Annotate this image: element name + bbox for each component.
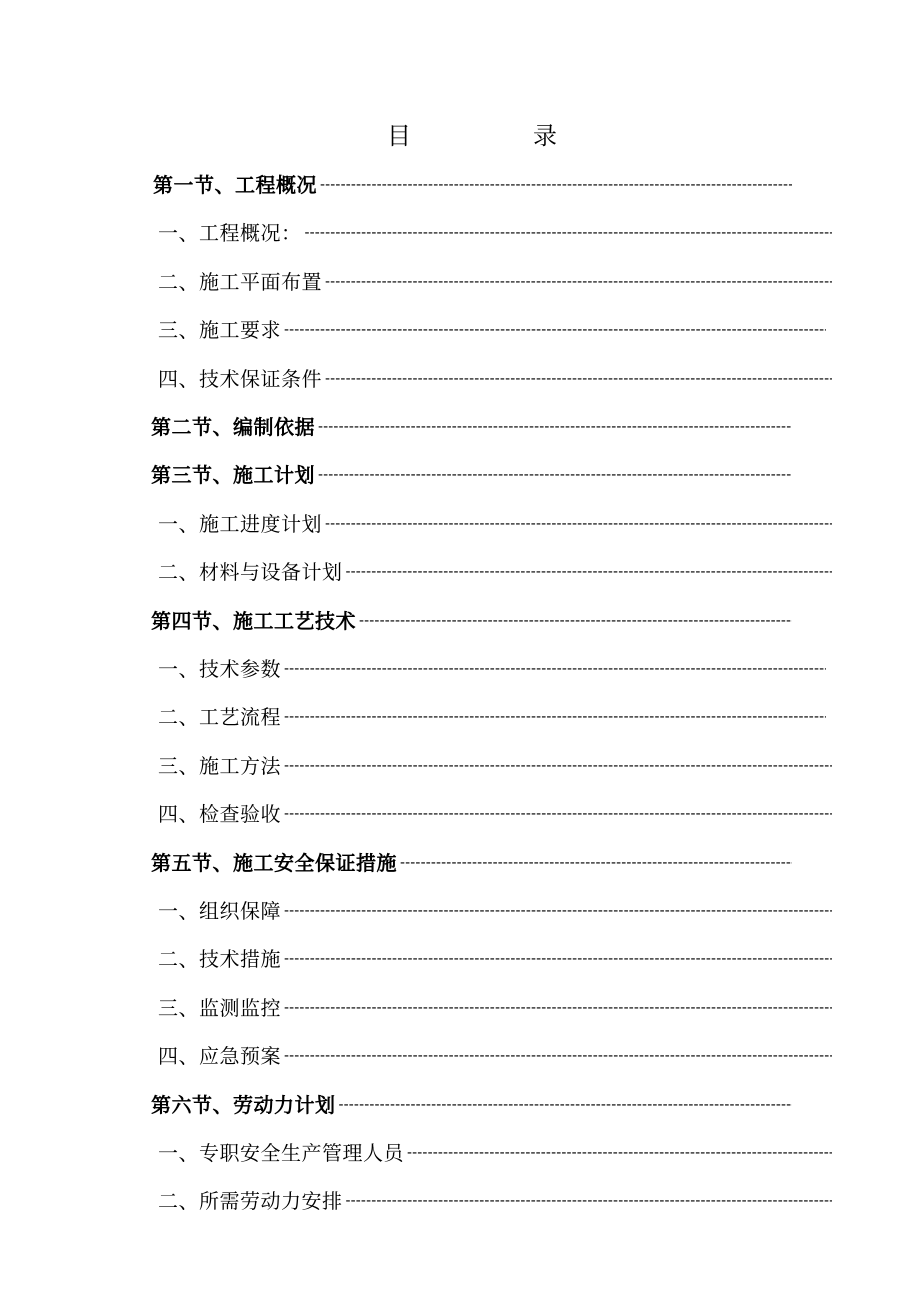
toc-title-char: 目: [387, 122, 411, 150]
dot-leader: [281, 799, 832, 829]
toc-entry[interactable]: [158, 218, 832, 248]
toc-entry-label: 第四节、施工工艺技术: [151, 609, 356, 633]
toc-entry[interactable]: [158, 896, 832, 926]
toc-entry-label: 三、施工要求: [158, 318, 281, 342]
toc-entry-label: 二、工艺流程: [158, 705, 281, 729]
toc-entry-label: 第三节、施工计划: [151, 463, 315, 487]
toc-entry[interactable]: [153, 170, 792, 200]
toc-entry[interactable]: [158, 993, 832, 1023]
toc-entry[interactable]: [158, 751, 832, 781]
toc-entry[interactable]: [151, 460, 792, 490]
toc-entry[interactable]: [158, 1186, 832, 1216]
toc-entry[interactable]: [151, 412, 792, 442]
toc-entry-label: 三、施工方法: [158, 754, 281, 778]
dot-leader: [315, 412, 792, 442]
dot-leader: [322, 267, 832, 297]
toc-entry[interactable]: [158, 944, 832, 974]
toc-entry-label: 一、工程概况：: [158, 221, 302, 245]
toc-entry[interactable]: [158, 315, 826, 345]
dot-leader: [404, 1138, 832, 1168]
toc-entry[interactable]: [158, 654, 826, 684]
toc-entry-label: 二、技术措施: [158, 947, 281, 971]
toc-entry-label: 第二节、编制依据: [151, 415, 315, 439]
dot-leader: [356, 606, 792, 636]
toc-entry[interactable]: [151, 848, 792, 878]
toc-entry[interactable]: [151, 1090, 792, 1120]
dot-leader: [281, 896, 832, 926]
toc-entry-label: 第六节、劳动力计划: [151, 1093, 336, 1117]
toc-entry-label: 一、施工进度计划: [158, 512, 322, 536]
dot-leader: [281, 944, 832, 974]
toc-entry[interactable]: [158, 557, 832, 587]
toc-entry[interactable]: [158, 799, 832, 829]
dot-leader: [343, 557, 833, 587]
dot-leader: [281, 702, 826, 732]
dot-leader: [281, 654, 826, 684]
dot-leader: [397, 848, 792, 878]
toc-entry[interactable]: [158, 509, 832, 539]
toc-entry-label: 二、材料与设备计划: [158, 560, 343, 584]
toc-entry[interactable]: [158, 1138, 832, 1168]
toc-entry-label: 一、组织保障: [158, 899, 281, 923]
dot-leader: [336, 1090, 793, 1120]
dot-leader: [322, 509, 832, 539]
toc-entry-label: 三、监测监控: [158, 996, 281, 1020]
toc-entry[interactable]: [151, 606, 792, 636]
dot-leader: [281, 993, 832, 1023]
dot-leader: [281, 751, 832, 781]
toc-entry-label: 四、检查验收: [158, 802, 281, 826]
toc-entry-label: 一、专职安全生产管理人员: [158, 1141, 404, 1165]
toc-entry[interactable]: [158, 1041, 832, 1071]
toc-entry[interactable]: [158, 702, 826, 732]
dot-leader: [322, 364, 832, 394]
toc-entry-label: 二、所需劳动力安排: [158, 1189, 343, 1213]
dot-leader: [281, 1041, 832, 1071]
toc-entry-label: 一、技术参数: [158, 657, 281, 681]
toc-title-char: 录: [533, 122, 557, 150]
toc-entry-label: 第五节、施工安全保证措施: [151, 851, 397, 875]
dot-leader: [281, 315, 826, 345]
toc-title: [0, 118, 920, 158]
dot-leader: [343, 1186, 833, 1216]
dot-leader: [302, 218, 833, 248]
toc-entry[interactable]: [158, 267, 832, 297]
toc-entry-label: 四、技术保证条件: [158, 367, 322, 391]
toc-entry[interactable]: [158, 364, 832, 394]
toc-entry-label: 第一节、工程概况: [153, 173, 317, 197]
dot-leader: [315, 460, 792, 490]
dot-leader: [317, 170, 792, 200]
toc-entry-label: 四、应急预案: [158, 1044, 281, 1068]
toc-entry-label: 二、施工平面布置: [158, 270, 322, 294]
